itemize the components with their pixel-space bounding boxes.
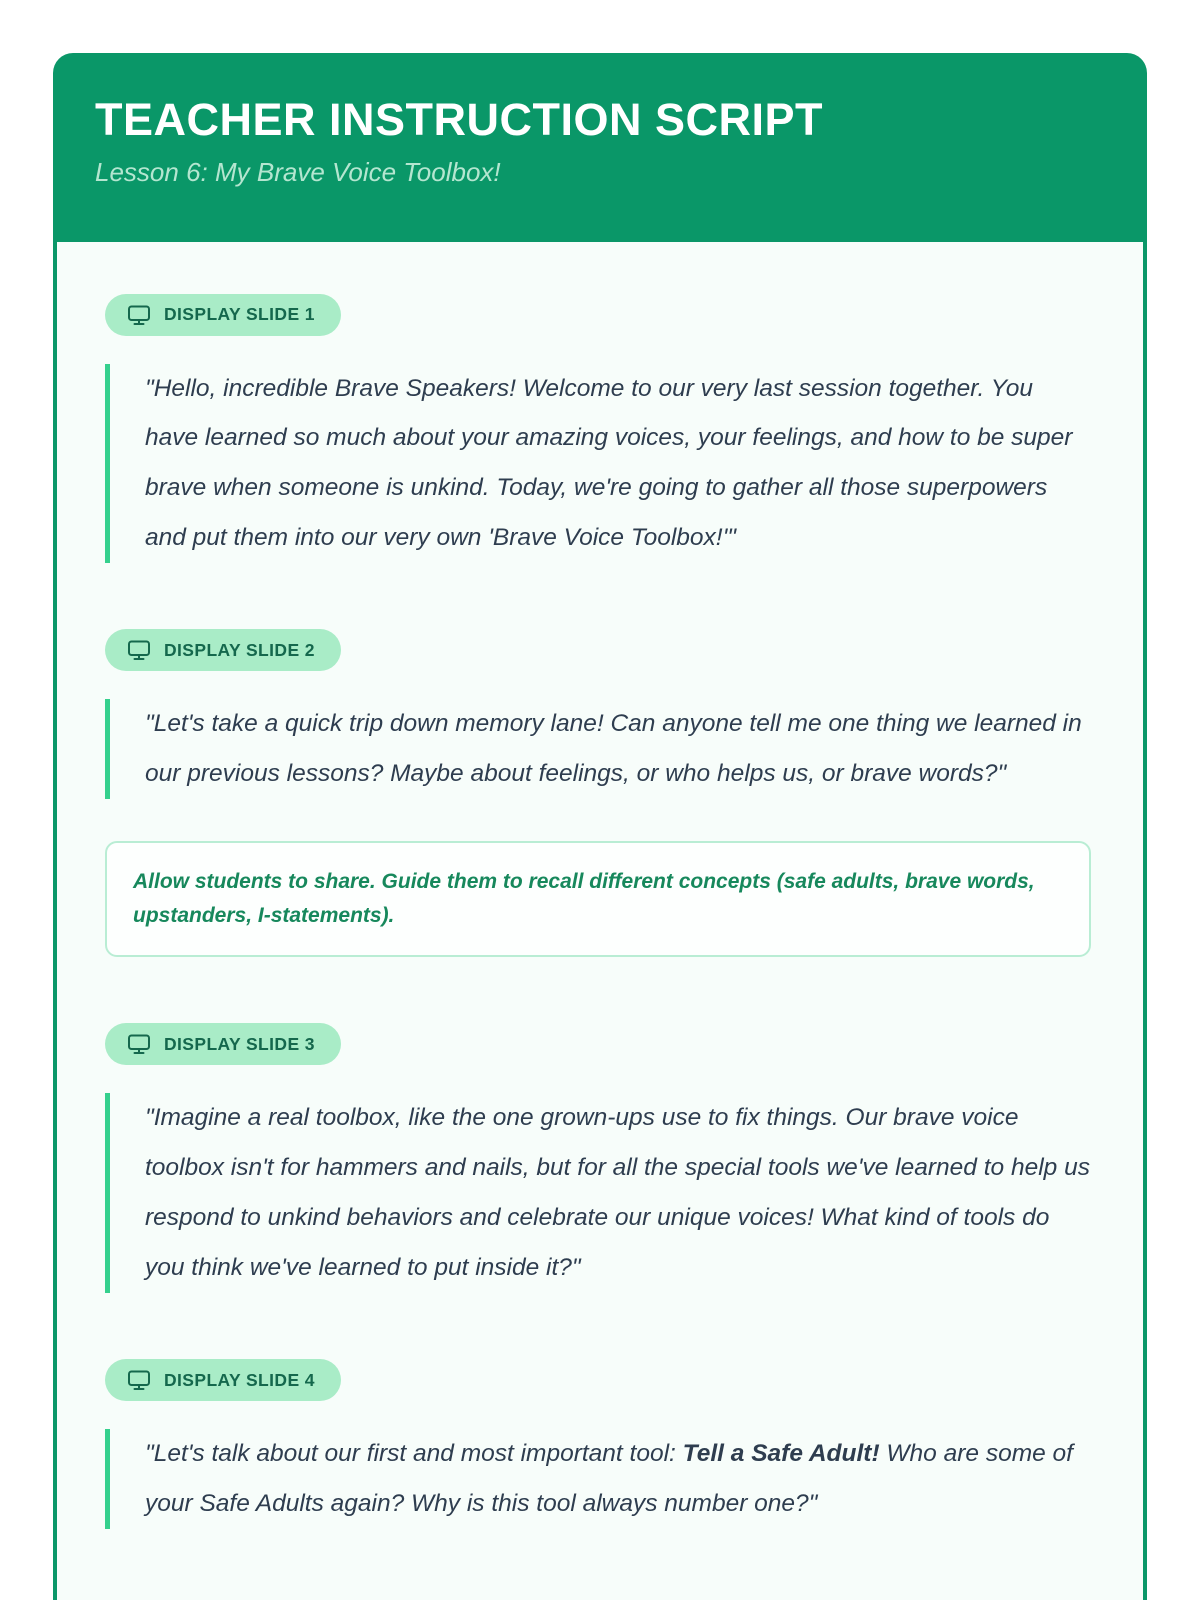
quote-text-bold: Tell a Safe Adult! xyxy=(682,1440,880,1468)
slide-badge-label: DISPLAY SLIDE 3 xyxy=(164,1033,315,1054)
slide-section-3 xyxy=(105,1023,1091,1293)
slide-section-4 xyxy=(105,1359,1091,1529)
slide-badge-3 xyxy=(105,1023,341,1065)
script-quote-4 xyxy=(105,1429,1091,1529)
script-quote-1: "Hello, incredible Brave Speakers! Welcome to our very last session together. You have learned so much about your amazing voices, your feelings, and how to be super brave when someone is unkind. Today, we're going to gather all those superpowers and put them into our very own 'Brave Voice Toolbox!'" xyxy=(105,364,1091,564)
quote-text-before: "Let's talk about our first and most important tool: xyxy=(145,1440,683,1468)
page-header xyxy=(57,53,1143,242)
slide-badge-label: DISPLAY SLIDE 4 xyxy=(164,1369,315,1390)
quote-text-after: Who are some of your Safe Adults again? Why is this tool always number one?" xyxy=(145,1440,1073,1518)
teacher-script-card xyxy=(53,53,1147,1600)
monitor-icon xyxy=(127,303,151,327)
page-title: TEACHER INSTRUCTION SCRIPT xyxy=(95,94,824,145)
slide-badge-1 xyxy=(105,294,341,336)
slide-section-1 xyxy=(105,294,1091,564)
monitor-icon xyxy=(127,1368,151,1392)
monitor-icon xyxy=(127,1032,151,1056)
monitor-icon xyxy=(127,638,151,662)
teacher-note: Allow students to share. Guide them to recall different concepts (safe adults, brave words, upstanders, I-statements). xyxy=(105,841,1091,957)
script-quote-2: "Let's take a quick trip down memory lane! Can anyone tell me one thing we learned in our previous lessons? Maybe about feelings, or who helps us, or brave words?" xyxy=(105,699,1091,799)
slide-badge-label: DISPLAY SLIDE 1 xyxy=(164,304,315,324)
script-body xyxy=(57,242,1143,1600)
script-quote-3: "Imagine a real toolbox, like the one grown-ups use to fix things. Our brave voice toolbox isn't for hammers and nails, but for all the special tools we've learned to help us respond to unkind behaviors and celebrate our unique voices! What kind of tools do you think we've learned to put inside it?" xyxy=(105,1093,1091,1293)
slide-badge-2 xyxy=(105,629,341,671)
slide-badge-label: DISPLAY SLIDE 2 xyxy=(164,639,315,660)
slide-badge-4 xyxy=(105,1359,341,1401)
slide-section-2 xyxy=(105,629,1091,957)
lesson-subtitle: Lesson 6: My Brave Voice Toolbox! xyxy=(95,156,501,187)
